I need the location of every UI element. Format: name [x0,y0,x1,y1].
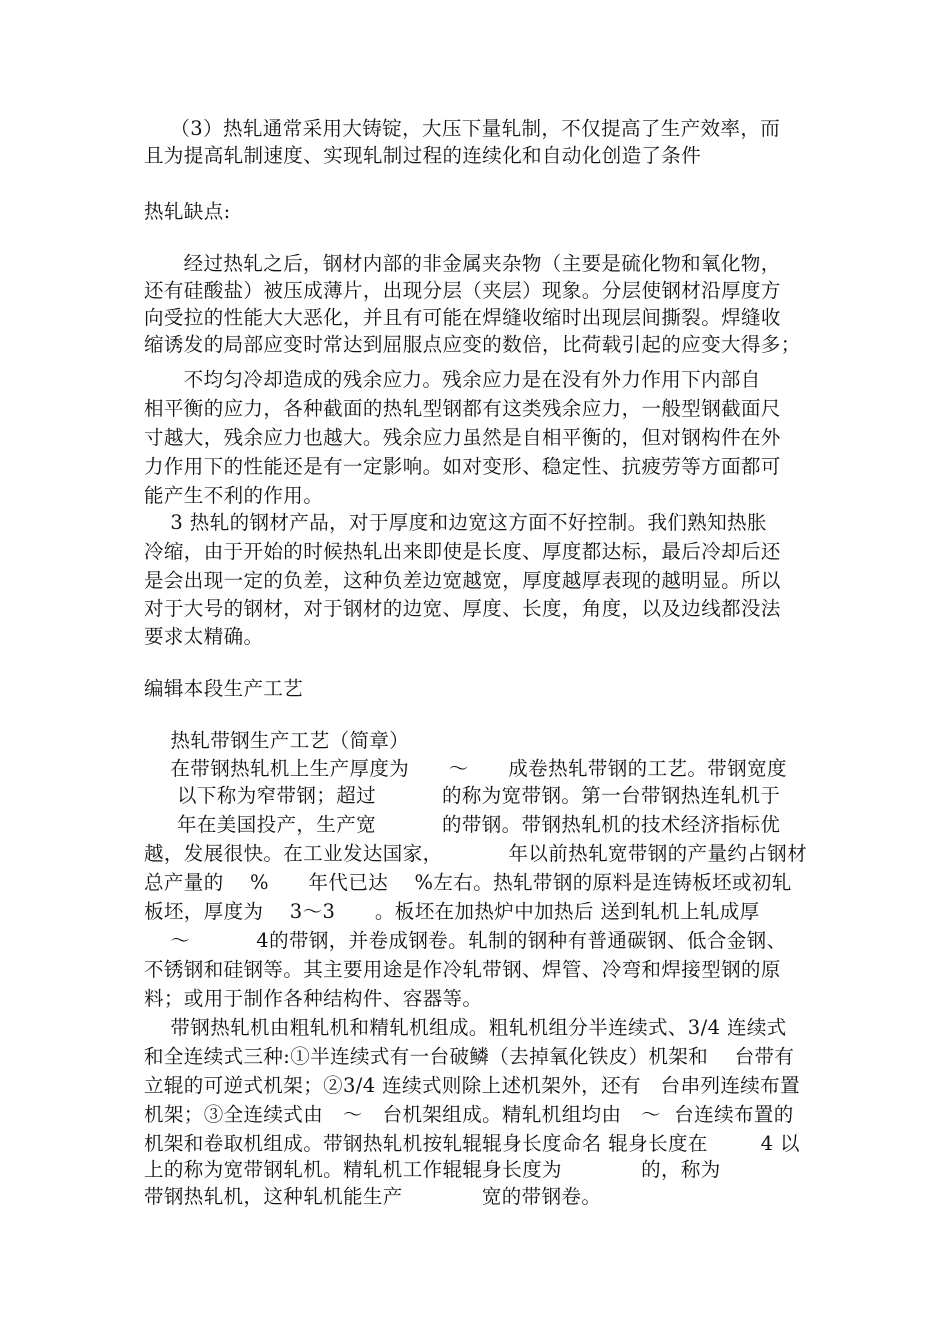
p2-line-1: 经过热轧之后，钢材内部的非金属夹杂物（主要是硫化物和氧化物， [144,252,781,275]
p3-line-2: 在带钢热轧机上生产厚度为 ～ 成卷热轧带钢的工艺。带钢宽度 [144,757,787,780]
p3-line-16: 上的称为宽带钢轧机。精轧机工作辊辊身长度为 的，称为 [144,1158,721,1181]
p2-line-10: 3 热轧的钢材产品，对于厚度和边宽这方面不好控制。我们熟知热胀 [144,511,767,534]
p2-line-12: 是会出现一定的负差，这种负差边宽越宽，厚度越厚表现的越明显。所以 [144,569,781,592]
p3-line-4: 年在美国投产，生产宽 的带钢。带钢热轧机的技术经济指标优 [144,813,781,836]
p3-line-11: 带钢热轧机由粗轧机和精轧机组成。粗轧机组分半连续式、3/4 连续式 [144,1016,787,1039]
p3-line-5: 越，发展很快。在工业发达国家， 年以前热轧宽带钢的产量约占钢材 [144,842,807,865]
p2-line-5: 不均匀冷却造成的残余应力。残余应力是在没有外力作用下内部自 [144,368,761,391]
p3-line-17: 带钢热轧机，这种轧机能生产 宽的带钢卷。 [144,1185,602,1208]
p1-line-2: 且为提高轧制速度、实现轧制过程的连续化和自动化创造了条件 [144,144,702,167]
p2-line-4: 缩诱发的局部应变时常达到屈服点应变的数倍，比荷载引起的应变大得多； [144,333,801,356]
p3-line-13: 立辊的可逆式机架；②3/4 连续式则除上述机架外，还有 台串列连续布置 [144,1074,800,1097]
p3-line-10: 料；或用于制作各种结构件、容器等。 [144,987,483,1010]
heading-hot-rolling-disadvantages: 热轧缺点: [144,200,231,223]
p3-line-12: 和全连续式三种:①半连续式有一台破鳞（去掉氧化铁皮）机架和 台带有 [144,1045,795,1068]
p3-line-8: ～ 4的带钢，并卷成钢卷。轧制的钢种有普通碳钢、低合金钢、 [144,929,787,952]
p2-line-6: 相平衡的应力，各种截面的热轧型钢都有这类残余应力，一般型钢截面尺 [144,397,781,420]
p3-line-6: 总产量的 % 年代已达 %左右。热轧带钢的原料是连铸板坯或初轧 [144,871,792,894]
p1-line-1: （3）热轧通常采用大铸锭，大压下量轧制，不仅提高了生产效率，而 [144,117,781,140]
p2-line-8: 力作用下的性能还是有一定影响。如对变形、稳定性、抗疲劳等方面都可 [144,455,781,478]
heading-production-process: 编辑本段生产工艺 [144,677,304,700]
p3-line-7: 板坯，厚度为 3～3 。板坯在加热炉中加热后 送到轧机上轧成厚 [144,900,760,923]
p3-line-3: 以下称为窄带钢；超过 的称为宽带钢。第一台带钢热连轧机于 [144,784,781,807]
p2-line-9: 能产生不利的作用。 [144,484,324,507]
p3-line-1: 热轧带钢生产工艺（简章） [144,729,410,752]
p3-line-9: 不锈钢和硅钢等。其主要用途是作冷轧带钢、焊管、冷弯和焊接型钢的原 [144,958,781,981]
p3-line-14: 机架；③全连续式由 ～ 台机架组成。精轧机组均由 ～ 台连续布置的 [144,1103,794,1126]
p2-line-14: 要求太精确。 [144,625,264,648]
p2-line-11: 冷缩，由于开始的时候热轧出来即使是长度、厚度都达标，最后冷却后还 [144,540,781,563]
p2-line-13: 对于大号的钢材，对于钢材的边宽、厚度、长度，角度，以及边线都没法 [144,597,781,620]
p2-line-2: 还有硅酸盐）被压成薄片，出现分层（夹层）现象。分层使钢材沿厚度方 [144,279,781,302]
p3-line-15: 机架和卷取机组成。带钢热轧机按轧辊辊身长度命名 辊身长度在 4 以 [144,1132,800,1155]
p2-line-3: 向受拉的性能大大恶化，并且有可能在焊缝收缩时出现层间撕裂。焊缝收 [144,306,781,329]
p2-line-7: 寸越大，残余应力也越大。残余应力虽然是自相平衡的，但对钢构件在外 [144,426,781,449]
